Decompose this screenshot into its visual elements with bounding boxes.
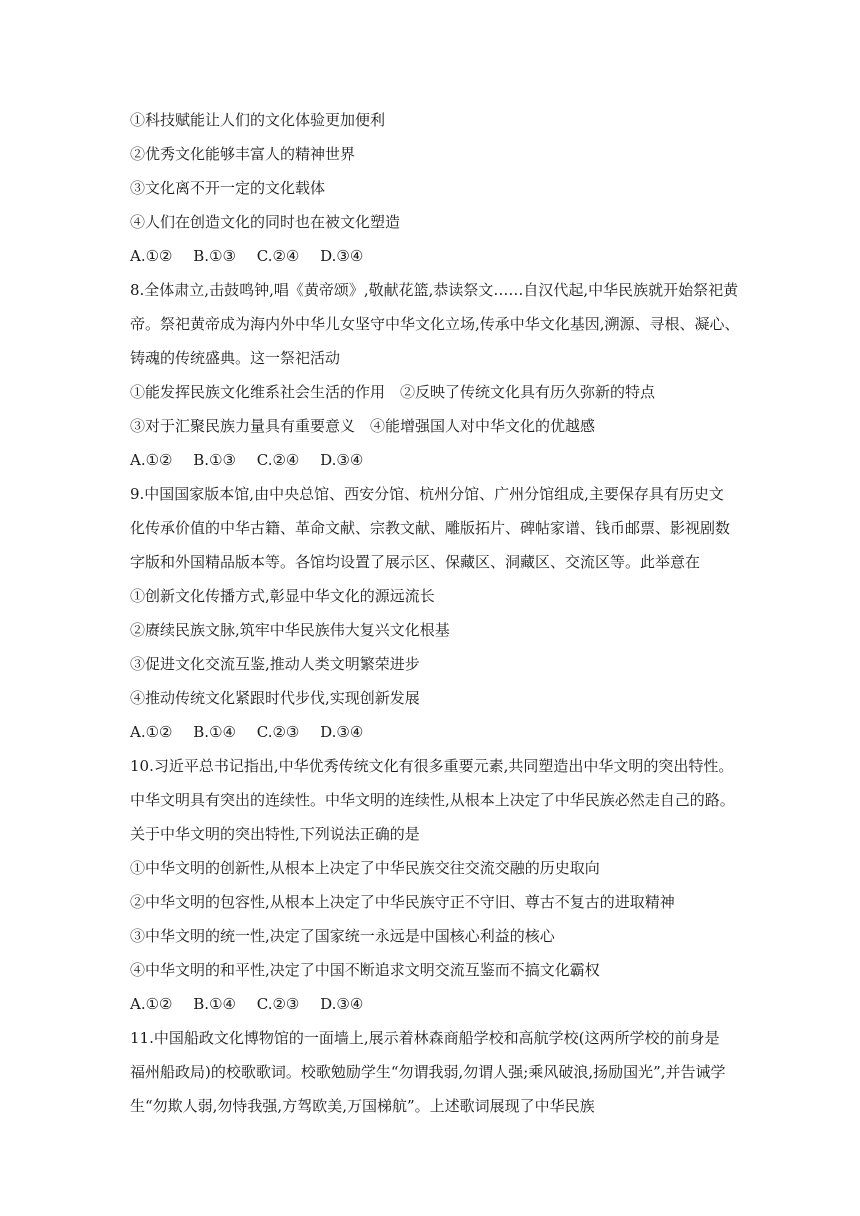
q9-stem-line-2: 化传承价值的中华古籍、革命文献、宗教文献、雕版拓片、碑帖家谱、钱币邮票、影视剧数 — [130, 519, 731, 537]
q9-option-1: ①创新文化传播方式,彰显中华文化的源远流长 — [130, 587, 435, 605]
q10-stem-line-3: 关于中华文明的突出特性,下列说法正确的是 — [130, 825, 420, 843]
q10-stem-line-1: 10.习近平总书记指出,中华优秀传统文化有很多重要元素,共同塑造出中华文明的突出特性。 — [130, 757, 734, 775]
q10-choice-d: D.③④ — [320, 995, 364, 1013]
q9-answer-choices — [130, 722, 379, 742]
q10-choice-a: A.①② — [130, 995, 173, 1013]
q8-choice-d: D.③④ — [320, 451, 364, 469]
q8-answer-choices — [130, 450, 379, 470]
q7-choice-c: C.②④ — [256, 247, 300, 265]
q7-choice-d: D.③④ — [320, 247, 364, 265]
q9-choice-b: B.①④ — [193, 723, 236, 741]
q10-option-4: ④中华文明的和平性,决定了中国不断追求文明交流互鉴而不搞文化霸权 — [130, 961, 600, 979]
q9-option-3: ③促进文化交流互鉴,推动人类文明繁荣进步 — [130, 655, 420, 673]
q11-stem-line-2: 福州船政局)的校歌歌词。校歌勉励学生“勿谓我弱,勿谓人强;乘风破浪,扬励国光”,并告诫学 — [130, 1063, 726, 1081]
q10-choice-b: B.①④ — [193, 995, 236, 1013]
q10-option-2: ②中华文明的包容性,从根本上决定了中华民族守正不守旧、尊古不复古的进取精神 — [130, 893, 675, 911]
q8-choice-c: C.②④ — [256, 451, 300, 469]
q7-option-1: ①科技赋能让人们的文化体验更加便利 — [130, 111, 386, 129]
q8-choice-a: A.①② — [130, 451, 173, 469]
q8-choice-b: B.①③ — [193, 451, 236, 469]
q8-options-1-2: ①能发挥民族文化维系社会生活的作用 ②反映了传统文化具有历久弥新的特点 — [130, 383, 656, 401]
q7-option-4: ④人们在创造文化的同时也在被文化塑造 — [130, 213, 401, 231]
q8-options-3-4: ③对于汇聚民族力量具有重要意义 ④能增强国人对中华文化的优越感 — [130, 417, 596, 435]
q11-stem-line-3: 生“勿欺人弱,勿恃我强,方驾欧美,万国梯航”。上述歌词展现了中华民族 — [130, 1097, 595, 1115]
q10-option-1: ①中华文明的创新性,从根本上决定了中华民族交往交流交融的历史取向 — [130, 859, 600, 877]
q7-option-3: ③文化离不开一定的文化载体 — [130, 179, 326, 197]
q8-stem-line-1: 8.全体肃立,击鼓鸣钟,唱《黄帝颂》,敬献花篮,恭读祭文……自汉代起,中华民族就开始祭祀黄 — [130, 281, 739, 299]
q10-answer-choices — [130, 994, 379, 1014]
q9-stem-line-1: 9.中国国家版本馆,由中央总馆、西安分馆、杭州分馆、广州分馆组成,主要保存具有历史文 — [130, 485, 724, 503]
q7-choice-b: B.①③ — [193, 247, 236, 265]
q10-choice-c: C.②③ — [256, 995, 300, 1013]
q10-option-3: ③中华文明的统一性,决定了国家统一永远是中国核心利益的核心 — [130, 927, 555, 945]
q8-stem-line-2: 帝。祭祀黄帝成为海内外中华儿女坚守中华文化立场,传承中华文化基因,溯源、寻根、凝心、 — [130, 315, 740, 333]
q9-choice-a: A.①② — [130, 723, 173, 741]
q9-option-4: ④推动传统文化紧跟时代步伐,实现创新发展 — [130, 689, 420, 707]
q7-answer-choices — [130, 246, 379, 266]
q9-choice-c: C.②③ — [256, 723, 300, 741]
q10-stem-line-2: 中华文明具有突出的连续性。中华文明的连续性,从根本上决定了中华民族必然走自己的路。 — [130, 791, 735, 809]
q9-stem-line-3: 字版和外国精品版本等。各馆均设置了展示区、保藏区、洞藏区、交流区等。此举意在 — [130, 553, 701, 571]
q8-stem-line-3: 铸魂的传统盛典。这一祭祀活动 — [130, 349, 341, 367]
q7-choice-a: A.①② — [130, 247, 173, 265]
q11-stem-line-1: 11.中国船政文化博物馆的一面墙上,展示着林森商船学校和高航学校(这两所学校的前身是 — [130, 1029, 720, 1047]
q9-option-2: ②赓续民族文脉,筑牢中华民族伟大复兴文化根基 — [130, 621, 450, 639]
q9-choice-d: D.③④ — [320, 723, 364, 741]
q7-option-2: ②优秀文化能够丰富人的精神世界 — [130, 145, 356, 163]
